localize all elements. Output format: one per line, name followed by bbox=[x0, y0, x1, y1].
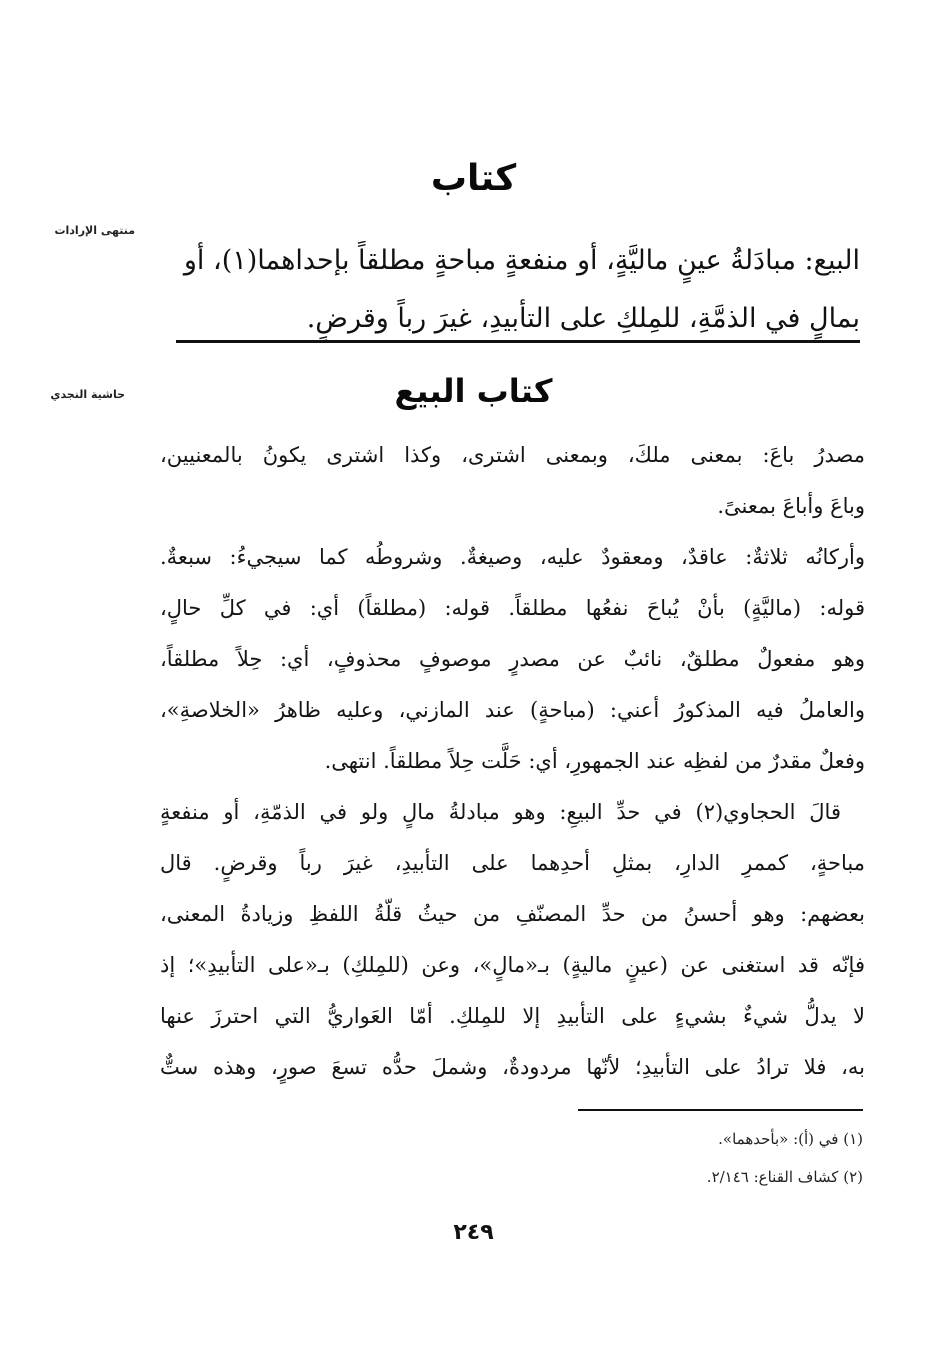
matn-text bbox=[170, 232, 860, 348]
body-line: مصدرُ باعَ: بمعنى ملكَ، وبمعنى اشترى، وكذا اشترى يكونُ بالمعنيين، bbox=[160, 443, 865, 467]
body-line: وهو مفعولٌ مطلقٌ، نائبٌ عن مصدرٍ موصوفٍ محذوفٍ، أي: حِلاً مطلقاً، bbox=[160, 647, 865, 671]
book-title: كتاب bbox=[430, 158, 517, 199]
side-label-matn: منتهى الإرادات bbox=[54, 224, 135, 237]
body-line: قوله: (ماليَّةٍ) بأنْ يُباحَ نفعُها مطلقاً. قوله: (مطلقاً) أي: في كلِّ حالٍ، bbox=[160, 596, 865, 620]
body-line: وأركانُه ثلاثةٌ: عاقدٌ، ومعقودٌ عليه، وصيغةٌ. وشروطُه كما سيجيءُ: سبعةٌ. bbox=[160, 545, 865, 569]
body-line: وفعلٌ مقدرٌ من لفظِه عند الجمهورِ، أي: حَلَّت حِلاً مطلقاً. انتهى. bbox=[324, 749, 865, 773]
footnote: (٢) كشاف القناع: ٢/١٤٦. bbox=[706, 1168, 863, 1186]
commentary-text bbox=[160, 430, 865, 1093]
body-line: به، فلا ترادُ على التأبيدِ؛ لأنّها مردودةٌ، وشملَ حدُّه تسعَ صورٍ، وهذه ستٌّ bbox=[160, 1055, 865, 1079]
footnote-divider bbox=[578, 1109, 863, 1111]
body-line: بعضهم: وهو أحسنُ من حدِّ المصنّفِ من حيثُ قلّةُ اللفظِ وزيادةُ المعنى، bbox=[160, 902, 865, 926]
body-line: لا يدلُّ شيءٌ بشيءٍ على التأبيدِ إلا للمِلكِ. أمّا العَواريُّ التي احترزَ عنها bbox=[160, 1004, 865, 1028]
side-label-hashiya: حاشية النجدي bbox=[50, 388, 125, 401]
matn-line: بمالٍ في الذمَّةِ، للمِلكِ على التأبيدِ، غيرَ رباً وقرضٍ. bbox=[306, 303, 860, 334]
body-line: مباحةٍ، كممرِ الدارِ، بمثلِ أحدِهما على التأبيدِ، غيرَ رباً وقرضٍ. قال bbox=[160, 851, 865, 875]
matn-line: البيع: مبادَلةُ عينٍ ماليَّةٍ، أو منفعةٍ مباحةٍ مطلقاً بإحداهما(١)، أو bbox=[183, 245, 860, 276]
page-number: ٢٤٩ bbox=[453, 1220, 494, 1245]
body-line: وباعَ وأباعَ بمعنىً. bbox=[717, 494, 865, 518]
section-title: كتاب البيع bbox=[394, 372, 553, 410]
body-line: والعاملُ فيه المذكورُ أعني: (مباحةٍ) عند المازني، وعليه ظاهرُ «الخلاصةِ»، bbox=[160, 698, 865, 722]
body-line: فإنّه قد استغنى عن (عينٍ ماليةٍ) بـ«مالٍ»، وعن (للمِلكِ) بـ«على التأبيدِ»؛ إذ bbox=[160, 953, 865, 977]
footnotes bbox=[400, 1120, 863, 1196]
matn-divider bbox=[176, 340, 860, 343]
footnote: (١) في (أ): «بأحدهما». bbox=[718, 1130, 863, 1148]
body-line: قالَ الحجاوي(٢) في حدِّ البيعِ: وهو مبادلةُ مالٍ ولو في الذمّةِ، أو منفعةٍ bbox=[160, 800, 841, 824]
